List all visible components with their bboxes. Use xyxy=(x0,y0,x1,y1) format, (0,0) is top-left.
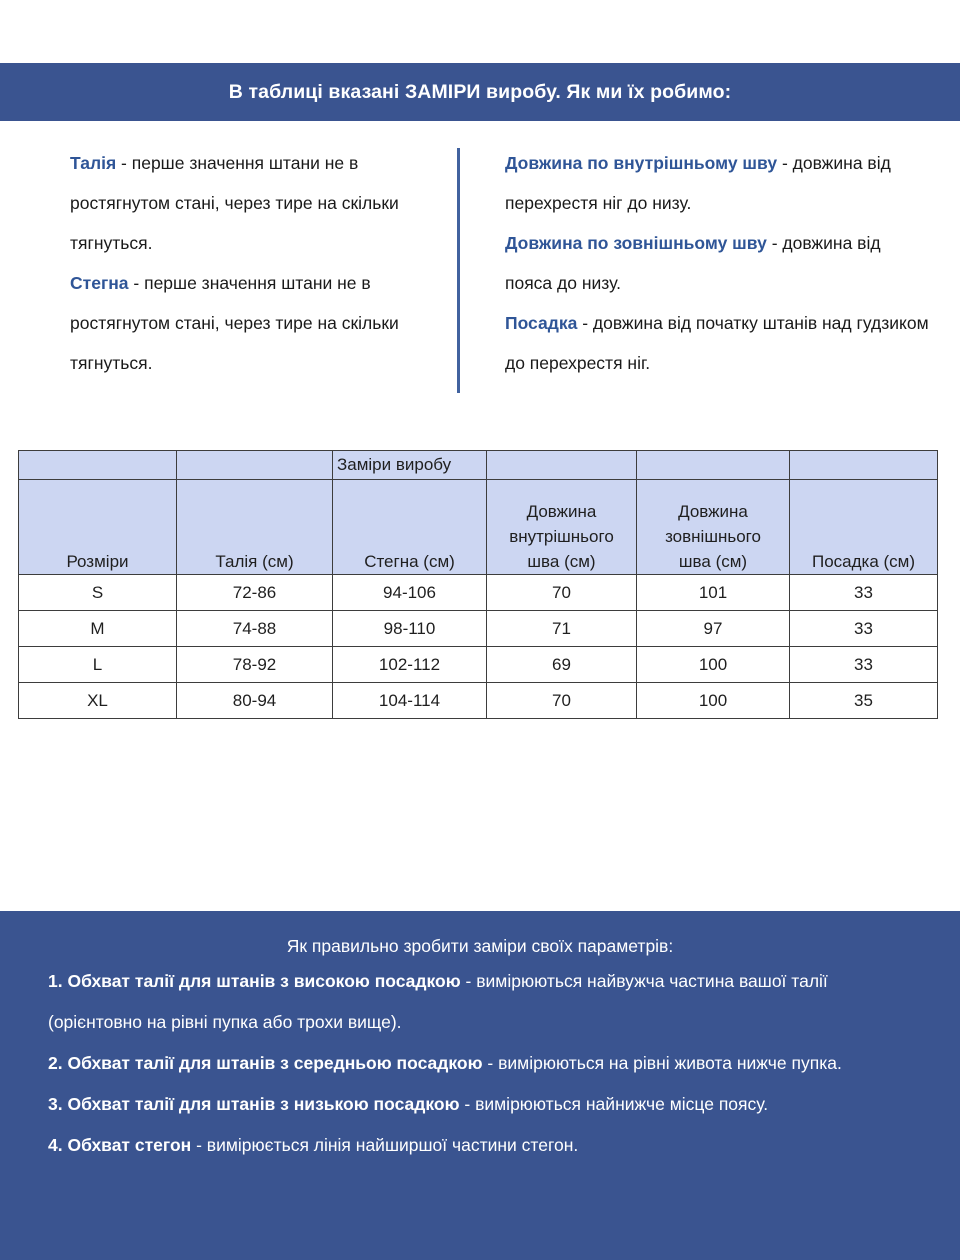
instruction-item-3 xyxy=(48,1084,912,1125)
column-header-inseam-line-2: внутрішнього xyxy=(509,527,614,546)
cell-rise: 33 xyxy=(790,611,938,647)
column-header-inseam xyxy=(487,480,637,575)
cell-outseam: 100 xyxy=(637,647,790,683)
explanations-section xyxy=(0,143,960,398)
explanation-hips xyxy=(70,263,445,383)
top-banner xyxy=(0,63,960,121)
column-header-hips-line-1: Стегна (см) xyxy=(364,552,455,571)
instruction-item-1 xyxy=(48,961,912,1043)
explanation-inseam-term: Довжина по внутрішньому шву xyxy=(505,153,778,173)
table-row xyxy=(19,575,938,611)
instruction-item-3-text: - вимірюються найнижче місце поясу. xyxy=(459,1094,769,1114)
cell-hips: 98-110 xyxy=(333,611,487,647)
cell-outseam: 100 xyxy=(637,683,790,719)
table-row xyxy=(19,647,938,683)
cell-inseam: 70 xyxy=(487,683,637,719)
explanation-rise-term: Посадка xyxy=(505,313,578,333)
column-header-outseam-line-1: Довжина xyxy=(678,502,748,521)
group-header-blank-1 xyxy=(19,451,177,480)
column-header-waist xyxy=(177,480,333,575)
column-header-outseam xyxy=(637,480,790,575)
instruction-item-3-strong: 3. Обхват талії для штанів з низькою посадкою xyxy=(48,1094,460,1114)
group-header-blank-2 xyxy=(177,451,333,480)
explanation-inseam xyxy=(505,143,930,223)
cell-hips: 102-112 xyxy=(333,647,487,683)
cell-size: XL xyxy=(19,683,177,719)
explanation-rise xyxy=(505,303,930,383)
size-table-wrapper xyxy=(18,450,937,719)
cell-hips: 94-106 xyxy=(333,575,487,611)
cell-size: L xyxy=(19,647,177,683)
explanations-left-column xyxy=(70,143,445,383)
group-header-blank-5 xyxy=(790,451,938,480)
cell-hips: 104-114 xyxy=(333,683,487,719)
column-header-size xyxy=(19,480,177,575)
column-header-rise-line-1: Посадка (см) xyxy=(811,552,916,571)
cell-rise: 35 xyxy=(790,683,938,719)
column-header-inseam-line-1: Довжина xyxy=(526,502,597,521)
table-row xyxy=(19,611,938,647)
group-header-blank-4 xyxy=(637,451,790,480)
cell-waist: 80-94 xyxy=(177,683,333,719)
explanation-waist-term: Талія xyxy=(70,153,117,173)
cell-size: M xyxy=(19,611,177,647)
column-header-outseam-line-3: шва (см) xyxy=(678,552,748,571)
table-header-row xyxy=(19,480,938,575)
instruction-item-1-strong: 1. Обхват талії для штанів з високою посадкою xyxy=(48,971,461,991)
cell-waist: 72-86 xyxy=(177,575,333,611)
column-header-waist-line-1: Талія (см) xyxy=(215,552,294,571)
explanation-outseam xyxy=(505,223,930,303)
instruction-item-4 xyxy=(48,1125,912,1166)
group-header-blank-3 xyxy=(487,451,637,480)
column-divider xyxy=(457,148,460,393)
cell-rise: 33 xyxy=(790,575,938,611)
instruction-item-4-strong: 4. Обхват стегон xyxy=(48,1135,192,1155)
explanation-inseam-text: - довжина від перехрестя ніг до низу. xyxy=(505,153,891,213)
column-header-size-line-1: Розміри xyxy=(66,552,129,571)
table-group-header-row xyxy=(19,451,938,480)
explanation-waist-text: - перше значення штани не в ростягнутом стані, через тире на скільки тягнуться. xyxy=(70,153,399,253)
column-header-hips xyxy=(333,480,487,575)
cell-rise: 33 xyxy=(790,647,938,683)
instruction-item-2-strong: 2. Обхват талії для штанів з середньою посадкою xyxy=(48,1053,483,1073)
bottom-instructions-title: Як правильно зробити заміри своїх параметрів: xyxy=(286,936,674,956)
cell-outseam: 101 xyxy=(637,575,790,611)
instruction-item-4-text: - вимірюється лінія найширшої частини стегон. xyxy=(191,1135,579,1155)
explanation-waist xyxy=(70,143,445,263)
cell-inseam: 69 xyxy=(487,647,637,683)
column-header-rise xyxy=(790,480,938,575)
column-header-outseam-line-2: зовнішнього xyxy=(665,527,761,546)
instruction-item-1-text: - вимірюються найвужча частина вашої талії (орієнтовно на рівні пупка або трохи вище). xyxy=(48,971,828,1032)
explanation-outseam-term: Довжина по зовнішньому шву xyxy=(505,233,767,253)
cell-inseam: 70 xyxy=(487,575,637,611)
bottom-instructions-list xyxy=(0,961,960,1166)
cell-inseam: 71 xyxy=(487,611,637,647)
group-header-label: Заміри виробу xyxy=(333,451,487,480)
top-banner-title: В таблиці вказані ЗАМІРИ виробу. Як ми їх робимо: xyxy=(228,80,732,103)
cell-outseam: 97 xyxy=(637,611,790,647)
cell-waist: 74-88 xyxy=(177,611,333,647)
explanation-hips-text: - перше значення штани не в ростягнутом стані, через тире на скільки тягнуться. xyxy=(70,273,399,373)
bottom-instructions-block xyxy=(0,911,960,1260)
instruction-item-2-text: - вимірюються на рівні живота нижче пупка. xyxy=(482,1053,842,1073)
instruction-item-2 xyxy=(48,1043,912,1084)
explanation-hips-term: Стегна xyxy=(70,273,129,293)
column-header-inseam-line-3: шва (см) xyxy=(527,552,596,571)
explanation-outseam-text: - довжина від пояса до низу. xyxy=(505,233,881,293)
explanations-right-column xyxy=(505,143,930,383)
size-table xyxy=(18,450,938,719)
cell-size: S xyxy=(19,575,177,611)
explanation-rise-text: - довжина від початку штанів над гудзиком до перехрестя ніг. xyxy=(505,313,929,373)
cell-waist: 78-92 xyxy=(177,647,333,683)
table-row xyxy=(19,683,938,719)
